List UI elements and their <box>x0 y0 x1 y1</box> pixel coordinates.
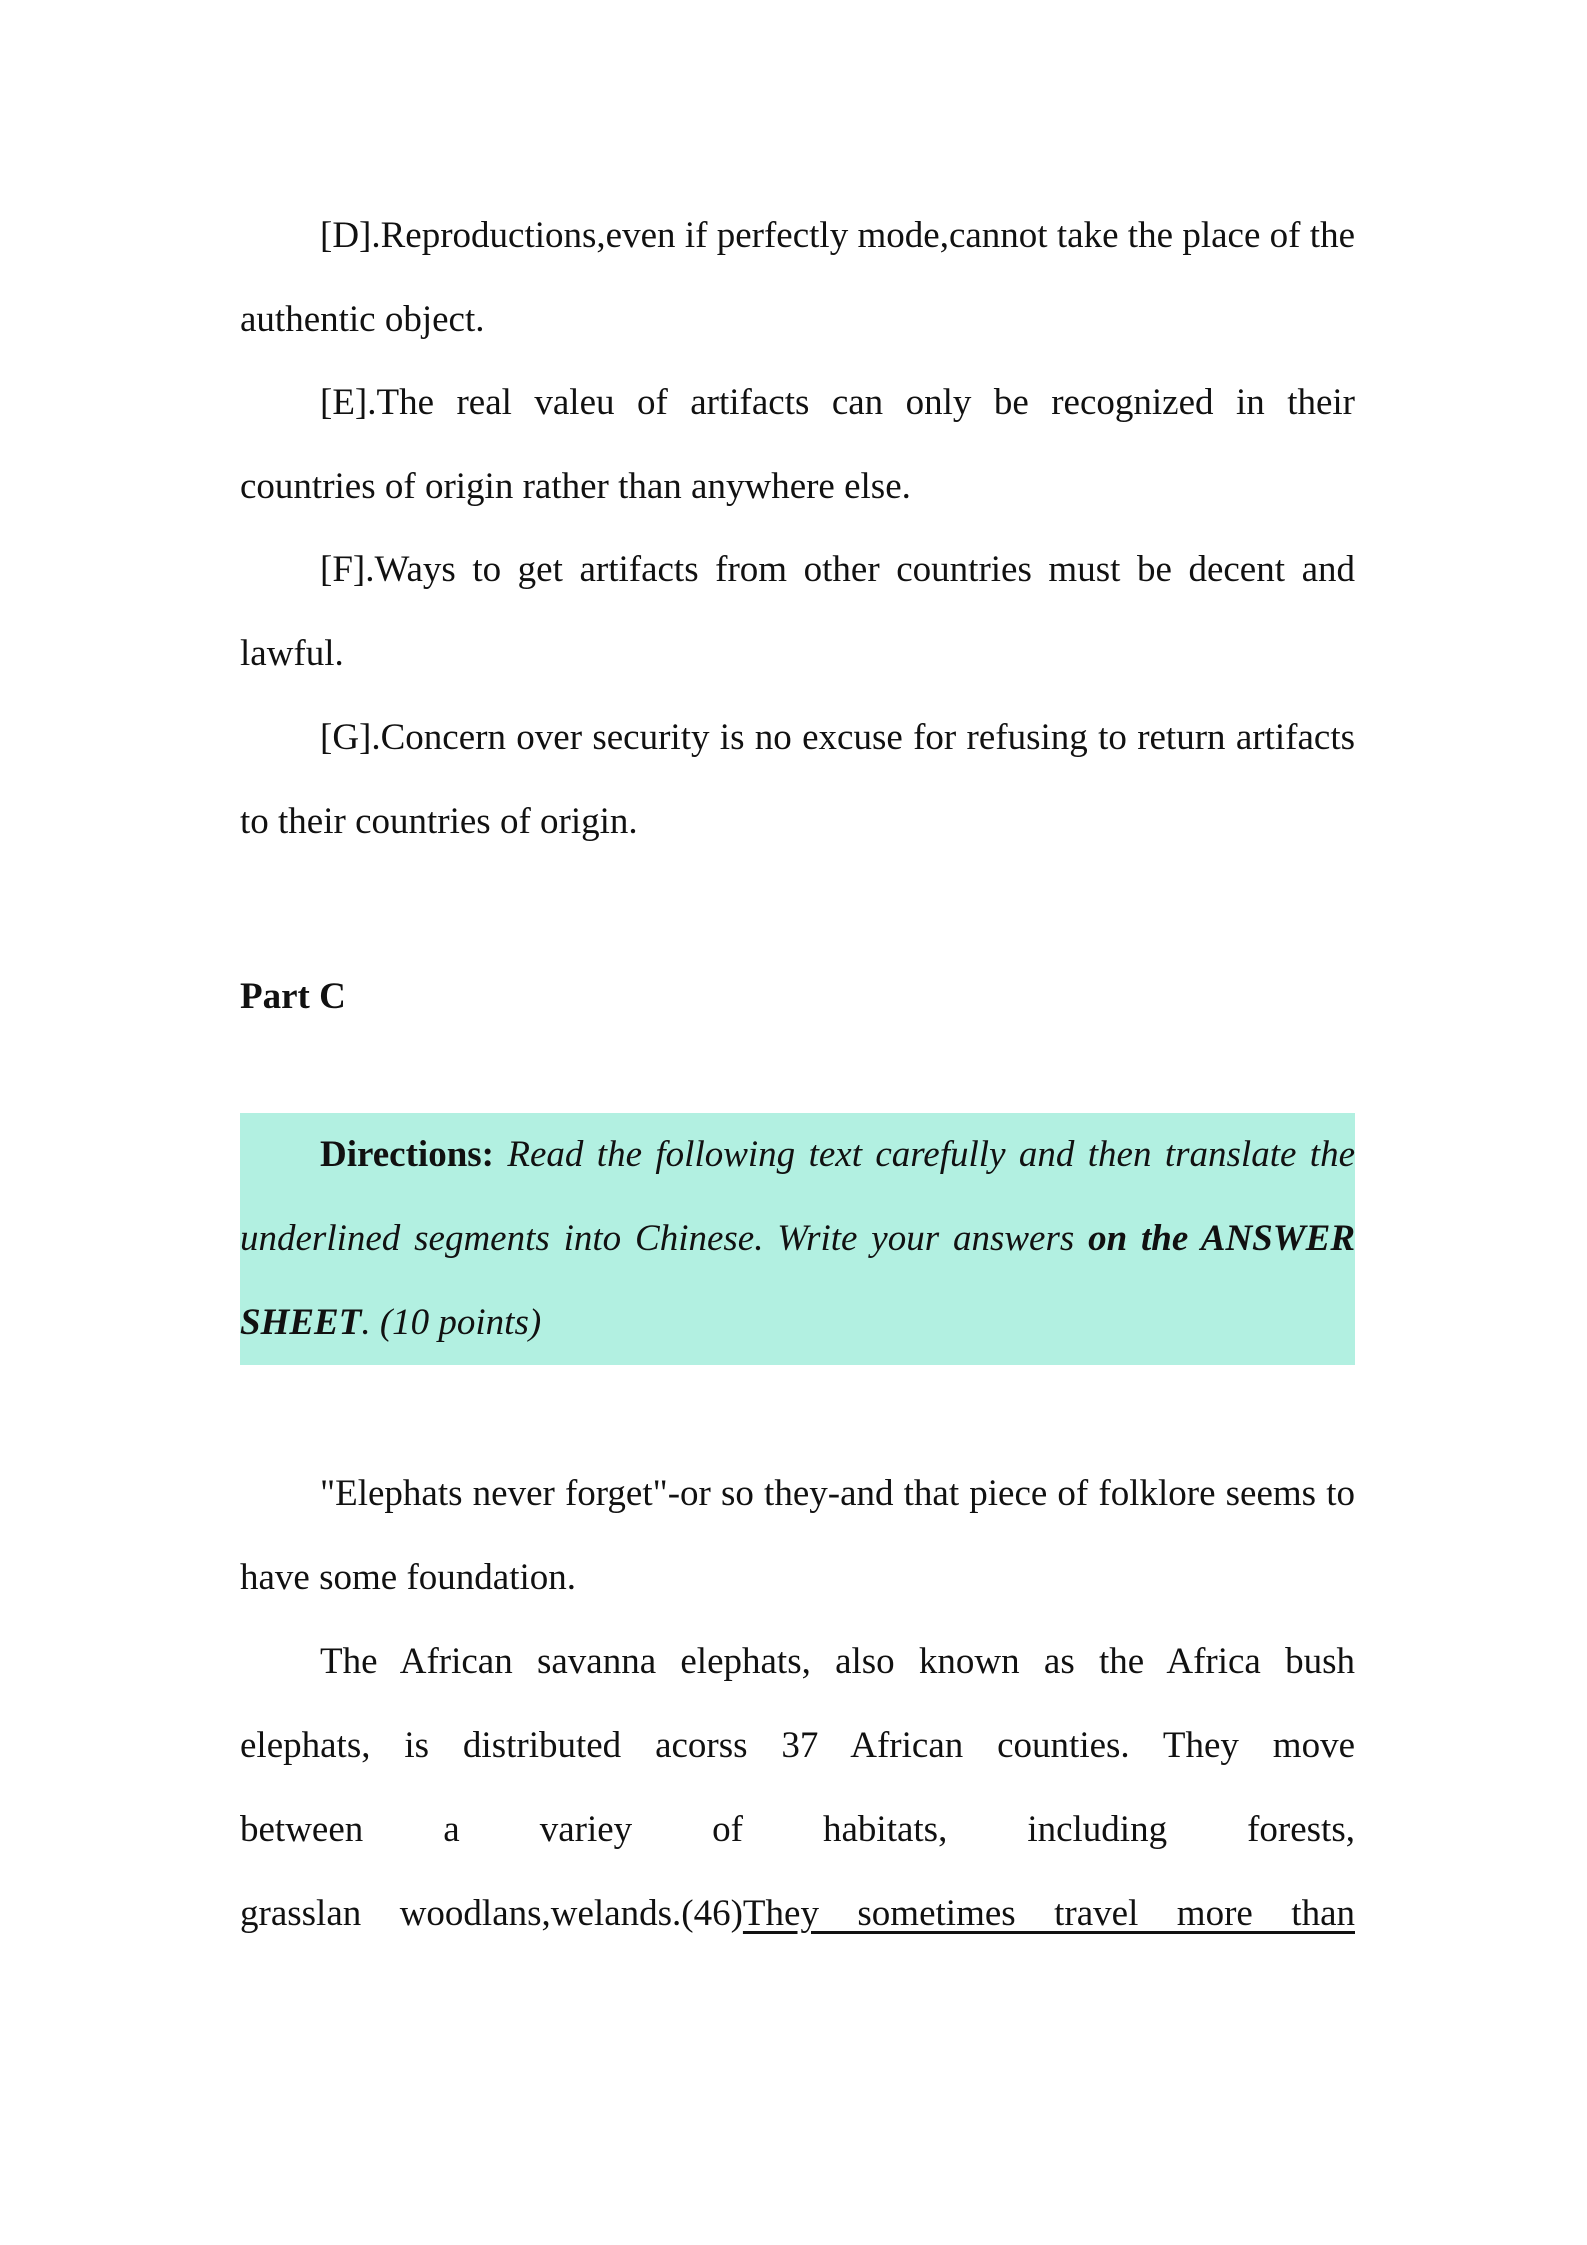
passage-paragraph-2-line-1: The African savanna elephats, also known as the Africa bush <box>320 1641 1355 1682</box>
option-text: .Reproductions,even if perfectly mode,cannot take the place of the authentic object. <box>240 215 1355 340</box>
option-d <box>240 194 1355 362</box>
directions-label: Directions: <box>320 1134 494 1175</box>
passage-paragraph-2-line-2: elephats, is distributed acorss 37 African counties. They move <box>240 1725 1355 1766</box>
part-heading: Part C <box>240 976 346 1017</box>
passage-paragraph-2-line-3: between a variey of habitats, including forests, <box>240 1809 1355 1850</box>
option-label: [G] <box>320 717 372 758</box>
passage-paragraph-1: "Elephats never forget"-or so they-and that piece of folklore seems to have some foundation. <box>240 1473 1355 1598</box>
option-f <box>240 528 1355 696</box>
option-e <box>240 361 1355 529</box>
option-label: [D] <box>320 215 372 256</box>
option-text: .The real valeu of artifacts can only be recognized in their countries of origin rather than anywhere else. <box>240 382 1355 507</box>
directions-emphasis: on the ANSWER SHEET <box>240 1218 1356 1343</box>
underlined-segment-46: They sometimes travel more than <box>742 1893 1355 1934</box>
option-text: .Concern over security is no excuse for refusing to return artifacts to their countries of origin. <box>240 717 1355 842</box>
directions-points: . (10 points) <box>361 1302 542 1343</box>
passage-paragraph-2-line-4 <box>240 1872 1355 1956</box>
option-g <box>240 696 1355 864</box>
directions-body: Read the following text carefully and then translate the underlined segments into Chinese. Write your answers <box>240 1134 1355 1259</box>
directions-box <box>240 1113 1355 1365</box>
option-label: [E] <box>320 382 368 423</box>
option-text: .Ways to get artifacts from other countries must be decent and lawful. <box>240 549 1355 674</box>
directions-text <box>240 1113 1355 1365</box>
option-label: [F] <box>320 549 366 590</box>
passage-text: grasslan woodlans,welands.(46) <box>240 1893 743 1934</box>
